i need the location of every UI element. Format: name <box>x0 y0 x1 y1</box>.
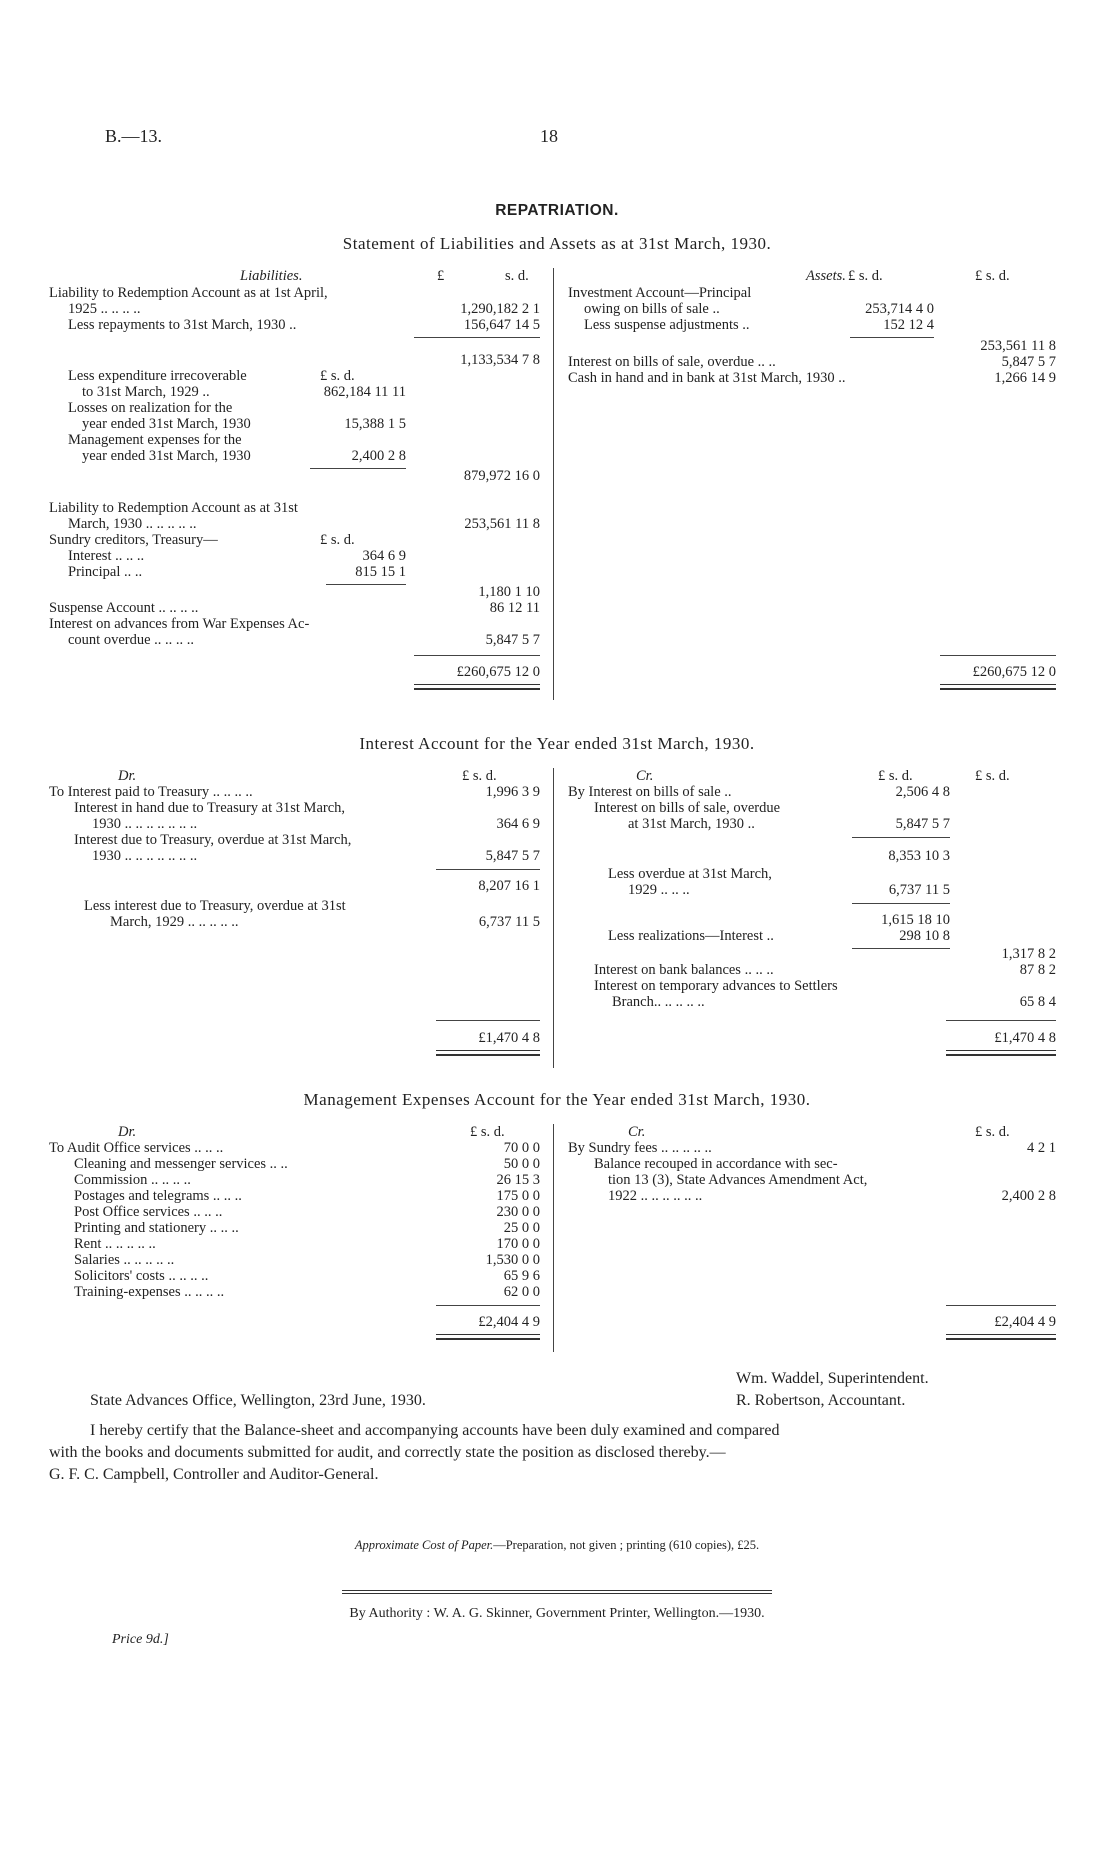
signature-accountant: R. Robertson, Accountant. <box>736 1392 906 1409</box>
col-sd: £ s. d. <box>462 768 497 784</box>
dr-label: Dr. <box>118 1124 137 1140</box>
col-sd: s. d. <box>505 268 529 284</box>
ia-cr-line: 1929 .. .. .. <box>628 882 690 898</box>
ia-dr-line: Less interest due to Treasury, overdue at 31st <box>84 898 346 914</box>
liab-value: 5,847 5 7 <box>485 632 540 648</box>
me-item-label: Postages and telegrams .. .. .. <box>74 1188 242 1204</box>
me-item-value: 230 0 0 <box>496 1204 540 1220</box>
ia-dr-line: 1930 .. .. .. .. .. .. .. <box>92 816 198 832</box>
office-line: State Advances Office, Wellington, 23rd June, 1930. <box>90 1392 426 1409</box>
liab-value: 1,290,182 2 1 <box>460 301 540 317</box>
me-item-value: 25 0 0 <box>503 1220 540 1236</box>
liab-value: 156,647 14 5 <box>463 317 540 333</box>
page-title: REPATRIATION. <box>495 202 619 219</box>
ia-cr-line: at 31st March, 1930 .. <box>628 816 755 832</box>
me-item-value: 1,530 0 0 <box>485 1252 540 1268</box>
liab-subhead: £ s. d. <box>320 532 355 548</box>
liab-subtotal: 879,972 16 0 <box>463 468 540 484</box>
ia-cr-subtotal: 8,353 10 3 <box>888 848 950 864</box>
liab-line: Principal .. .. <box>68 564 143 580</box>
col-sd: £ s. d. <box>878 768 913 784</box>
liab-line: Liability to Redemption Account as at 31st <box>49 500 298 516</box>
me-item-value: 26 15 3 <box>496 1172 540 1188</box>
liab-line: Losses on realization for the <box>68 400 233 416</box>
col-sd: £ s. d. <box>848 268 883 284</box>
liabilities-heading: Liabilities. <box>240 268 303 284</box>
interest-account-title: Interest Account for the Year ended 31st March, 1930. <box>359 734 755 753</box>
dr-label: Dr. <box>118 768 137 784</box>
me-item-value: 70 0 0 <box>503 1140 540 1156</box>
page-number: 18 <box>540 126 558 146</box>
liab-line: Interest on advances from War Expenses Ac- <box>49 616 310 632</box>
ia-cr-value: 6,737 11 5 <box>888 882 950 898</box>
cr-label: Cr. <box>628 1124 646 1140</box>
me-cr-value: 4 2 1 <box>1027 1140 1056 1156</box>
liab-value: 86 12 11 <box>489 600 540 616</box>
asset-line: Cash in hand and in bank at 31st March, 1930 .. <box>568 370 846 386</box>
ia-dr-line: 1930 .. .. .. .. .. .. .. <box>92 848 198 864</box>
col-sd: £ s. d. <box>975 268 1010 284</box>
liab-line: year ended 31st March, 1930 <box>82 448 251 464</box>
ia-cr-total: £1,470 4 8 <box>994 1030 1056 1046</box>
liab-line: Liability to Redemption Account as at 1st April, <box>49 285 328 301</box>
ia-cr-line: Interest on bank balances .. .. .. <box>594 962 774 978</box>
assets-heading: Assets. <box>806 268 846 284</box>
ia-cr-line: Interest on bills of sale, overdue <box>594 800 781 816</box>
col-pound: £ <box>437 268 445 284</box>
cost-label: Approximate Cost of Paper. <box>354 1538 494 1552</box>
col-sd: £ s. d. <box>975 1124 1010 1140</box>
ia-dr-total: £1,470 4 8 <box>478 1030 540 1046</box>
liab-line: Less expenditure irrecoverable <box>68 368 247 384</box>
ia-dr-value: 364 6 9 <box>496 816 540 832</box>
me-item-label: Post Office services .. .. .. <box>74 1204 223 1220</box>
ia-dr-line: To Interest paid to Treasury .. .. .. .. <box>49 784 253 800</box>
me-item-label: Printing and stationery .. .. .. <box>74 1220 239 1236</box>
ia-dr-value: 5,847 5 7 <box>485 848 540 864</box>
me-item-value: 50 0 0 <box>503 1156 540 1172</box>
authority-line: By Authority : W. A. G. Skinner, Government Printer, Wellington.—1930. <box>349 1606 765 1621</box>
ia-dr-line: Interest in hand due to Treasury at 31st March, <box>74 800 346 816</box>
col-sd: £ s. d. <box>975 768 1010 784</box>
asset-total: £260,675 12 0 <box>972 664 1056 680</box>
me-cr-total: £2,404 4 9 <box>994 1314 1056 1330</box>
ia-dr-value: 1,996 3 9 <box>485 784 540 800</box>
document-reference: B.—13. <box>105 126 163 146</box>
me-item-label: Salaries .. .. .. .. .. <box>74 1252 175 1268</box>
liab-value: 364 6 9 <box>362 548 406 564</box>
me-item-label: Commission .. .. .. .. <box>74 1172 191 1188</box>
liab-line: Suspense Account .. .. .. .. <box>49 600 199 616</box>
me-item-value: 175 0 0 <box>496 1188 540 1204</box>
signature-superintendent: Wm. Waddel, Superintendent. <box>736 1370 929 1387</box>
asset-value: 253,714 4 0 <box>865 301 934 317</box>
me-item-label: Rent .. .. .. .. .. <box>74 1236 156 1252</box>
me-item-value: 65 9 6 <box>503 1268 540 1284</box>
liab-line: year ended 31st March, 1930 <box>82 416 251 432</box>
management-expenses-title: Management Expenses Account for the Year ended 31st March, 1930. <box>303 1090 811 1109</box>
me-cr-value: 2,400 2 8 <box>1001 1188 1056 1204</box>
me-cr-line: 1922 .. .. .. .. .. .. <box>608 1188 703 1204</box>
asset-line: Less suspense adjustments .. <box>584 317 750 333</box>
asset-value: 152 12 4 <box>883 317 934 333</box>
cost-text: —Preparation, not given ; printing (610 copies), £25. <box>493 1538 760 1552</box>
ia-cr-value: 1,317 8 2 <box>1001 946 1056 962</box>
asset-line: Interest on bills of sale, overdue .. .. <box>568 354 776 370</box>
cost-of-paper <box>0 1538 1114 1553</box>
certificate-line: G. F. C. Campbell, Controller and Auditor-General. <box>49 1466 379 1483</box>
me-dr-total: £2,404 4 9 <box>478 1314 540 1330</box>
ia-cr-subtotal: 1,615 18 10 <box>881 912 950 928</box>
balance-sheet-title: Statement of Liabilities and Assets as at 31st March, 1930. <box>342 234 772 253</box>
me-item-value: 62 0 0 <box>503 1284 540 1300</box>
me-item-label: Cleaning and messenger services .. .. <box>74 1156 288 1172</box>
ia-dr-line: March, 1929 .. .. .. .. .. <box>110 914 239 930</box>
asset-value: 5,847 5 7 <box>1001 354 1056 370</box>
liab-value: 15,388 1 5 <box>344 416 406 432</box>
certificate-line: with the books and documents submitted for audit, and correctly state the position as disclosed thereby.— <box>49 1444 726 1461</box>
asset-line: owing on bills of sale .. <box>584 301 720 317</box>
cr-label: Cr. <box>636 768 654 784</box>
liab-line: Management expenses for the <box>68 432 242 448</box>
ia-cr-line: Less overdue at 31st March, <box>608 866 772 882</box>
ia-dr-line: Interest due to Treasury, overdue at 31st March, <box>74 832 352 848</box>
ia-dr-subtotal: 8,207 16 1 <box>478 878 540 894</box>
me-cr-line: Balance recouped in accordance with sec- <box>594 1156 838 1172</box>
liab-value: 862,184 11 11 <box>323 384 406 400</box>
ia-cr-line: By Interest on bills of sale .. <box>568 784 732 800</box>
liab-line: March, 1930 .. .. .. .. .. <box>68 516 197 532</box>
certificate-line: I hereby certify that the Balance-sheet and accompanying accounts have been duly examined and compared <box>90 1422 780 1439</box>
liab-line: count overdue .. .. .. .. <box>68 632 195 648</box>
liab-total: £260,675 12 0 <box>456 664 540 680</box>
asset-value: 253,561 11 8 <box>980 338 1056 354</box>
liab-value: 253,561 11 8 <box>464 516 540 532</box>
ia-cr-value: 65 8 4 <box>1019 994 1056 1010</box>
liab-line: to 31st March, 1929 .. <box>82 384 210 400</box>
ia-cr-value: 87 8 2 <box>1019 962 1056 978</box>
liab-line: Sundry creditors, Treasury— <box>49 532 218 548</box>
liab-subtotal: 1,133,534 7 8 <box>460 352 540 368</box>
liab-value: 815 15 1 <box>355 564 406 580</box>
me-item-label: To Audit Office services .. .. .. <box>49 1140 224 1156</box>
ia-cr-value: 2,506 4 8 <box>895 784 950 800</box>
liab-value: 2,400 2 8 <box>351 448 406 464</box>
liab-subhead: £ s. d. <box>320 368 355 384</box>
ia-cr-line: Branch.. .. .. .. .. <box>612 994 705 1010</box>
ia-dr-value: 6,737 11 5 <box>478 914 540 930</box>
ia-cr-line: Interest on temporary advances to Settlers <box>594 978 838 994</box>
me-item-value: 170 0 0 <box>496 1236 540 1252</box>
liab-line: Less repayments to 31st March, 1930 .. <box>68 317 297 333</box>
ia-cr-value: 298 10 8 <box>899 928 950 944</box>
col-sd: £ s. d. <box>470 1124 505 1140</box>
me-cr-line: By Sundry fees .. .. .. .. .. <box>568 1140 712 1156</box>
liab-line: Interest .. .. .. <box>68 548 145 564</box>
me-item-label: Training-expenses .. .. .. .. <box>74 1284 225 1300</box>
price: Price 9d.] <box>112 1632 169 1647</box>
liab-value: 1,180 1 10 <box>478 584 540 600</box>
ia-cr-line: Less realizations—Interest .. <box>608 928 774 944</box>
ia-cr-value: 5,847 5 7 <box>895 816 950 832</box>
asset-value: 1,266 14 9 <box>994 370 1056 386</box>
me-item-label: Solicitors' costs .. .. .. .. <box>74 1268 209 1284</box>
asset-line: Investment Account—Principal <box>568 285 752 301</box>
liab-line: 1925 .. .. .. .. <box>68 301 141 317</box>
me-cr-line: tion 13 (3), State Advances Amendment Act, <box>608 1172 868 1188</box>
